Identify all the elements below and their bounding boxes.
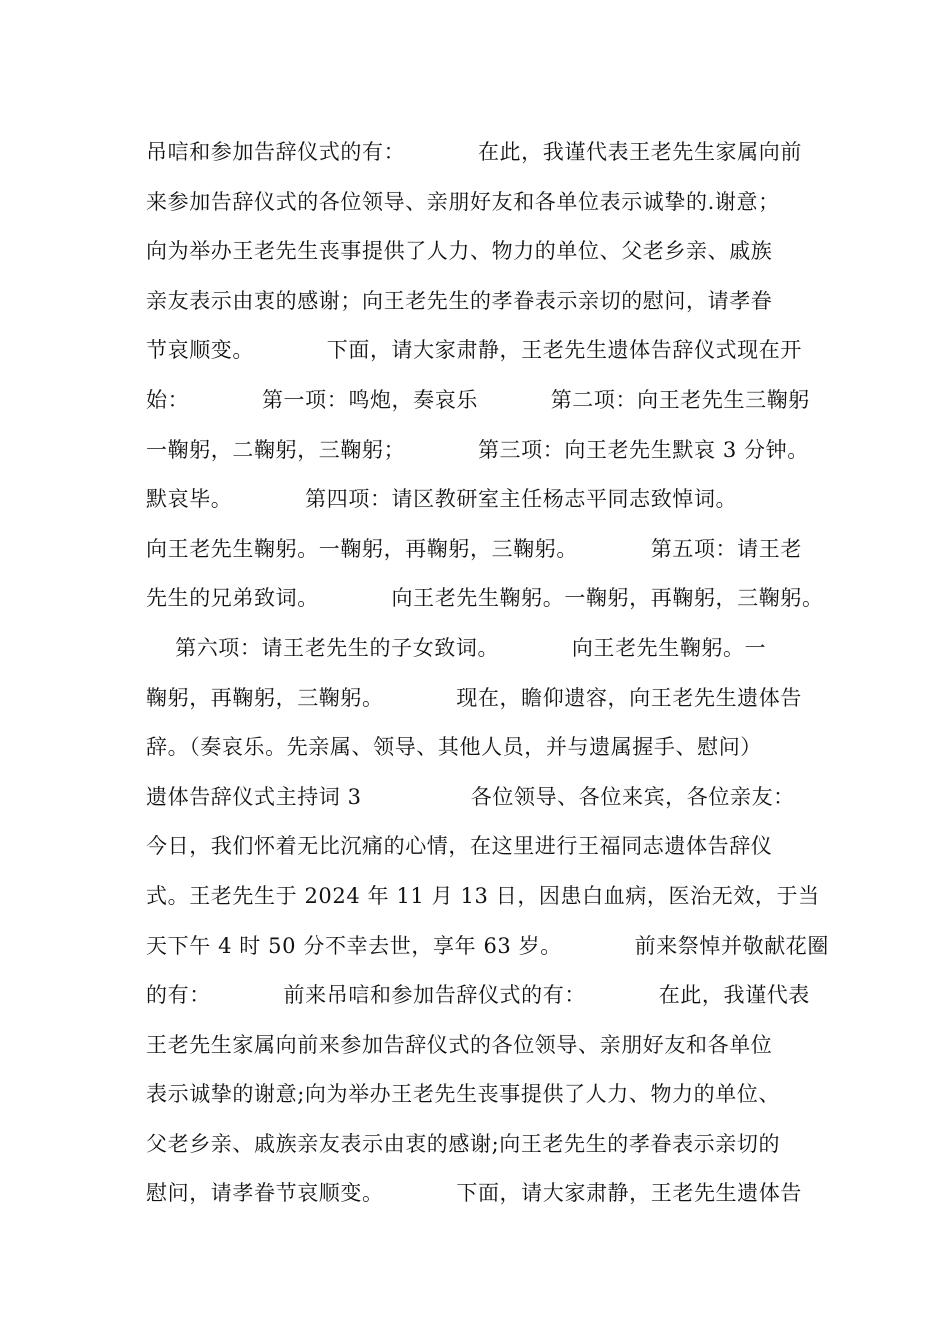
text-line: 天下午 4 时 50 分不幸去世，享年 63 岁。 前来祭悼并敬献花圈 xyxy=(146,933,830,958)
text-line: 慰问，请孝眷节哀顺变。 下面，请大家肃静，王老先生遗体告 xyxy=(146,1181,802,1206)
text-line: 向为举办王老先生丧事提供了人力、物力的单位、父老乡亲、戚族 xyxy=(146,239,773,264)
text-line: 王老先生家属向前来参加告辞仪式的各位领导、亲朋好友和各单位 xyxy=(146,1032,773,1057)
text-line: 第六项：请王老先生的子女致词。 向王老先生鞠躬。一 xyxy=(146,635,767,660)
text-line: 始： 第一项：鸣炮，奏哀乐 第二项：向王老先生三鞠躬 xyxy=(146,387,810,412)
text-line: 鞠躬，再鞠躬，三鞠躬。 现在，瞻仰遗容，向王老先生遗体告 xyxy=(146,685,802,710)
text-line: 表示诚挚的谢意;向为举办王老先生丧事提供了人力、物力的单位、 xyxy=(146,1082,781,1107)
text-line: 来参加告辞仪式的各位领导、亲朋好友和各单位表示诚挚的.谢意； xyxy=(146,189,780,214)
text-line: 遗体告辞仪式主持词 3 各位领导、各位来宾，各位亲友： xyxy=(146,784,795,809)
text-line: 节哀顺变。 下面，请大家肃静，王老先生遗体告辞仪式现在开 xyxy=(146,338,802,363)
text-line: 默哀毕。 第四项：请区教研室主任杨志平同志致悼词。 xyxy=(146,487,738,512)
text-line: 吊唁和参加告辞仪式的有： 在此，我谨代表王老先生家属向前 xyxy=(146,140,802,164)
text-line: 亲友表示由衷的感谢；向王老先生的孝眷表示亲切的慰问，请孝眷 xyxy=(146,288,773,313)
text-line: 辞。（奏哀乐。先亲属、领导、其他人员，并与遗属握手、慰问） xyxy=(146,735,762,760)
text-line: 一鞠躬，二鞠躬，三鞠躬； 第三项：向王老先生默哀 3 分钟。 xyxy=(146,437,809,462)
text-line: 向王老先生鞠躬。一鞠躬，再鞠躬，三鞠躬。 第五项：请王老 xyxy=(146,536,802,561)
document-body xyxy=(146,128,836,1219)
text-line: 的有： 前来吊唁和参加告辞仪式的有： 在此，我谨代表 xyxy=(146,983,810,1008)
text-line: 先生的兄弟致词。 向王老先生鞠躬。一鞠躬，再鞠躬，三鞠躬。 xyxy=(146,586,824,611)
text-line: 今日，我们怀着无比沉痛的心情，在这里进行王福同志遗体告辞仪 xyxy=(146,834,773,859)
text-line: 父老乡亲、戚族亲友表示由衷的感谢;向王老先生的孝眷表示亲切的 xyxy=(146,1131,781,1156)
text-line: 式。王老先生于 2024 年 11 月 13 日，因患白血病，医治无效，于当 xyxy=(146,883,820,908)
